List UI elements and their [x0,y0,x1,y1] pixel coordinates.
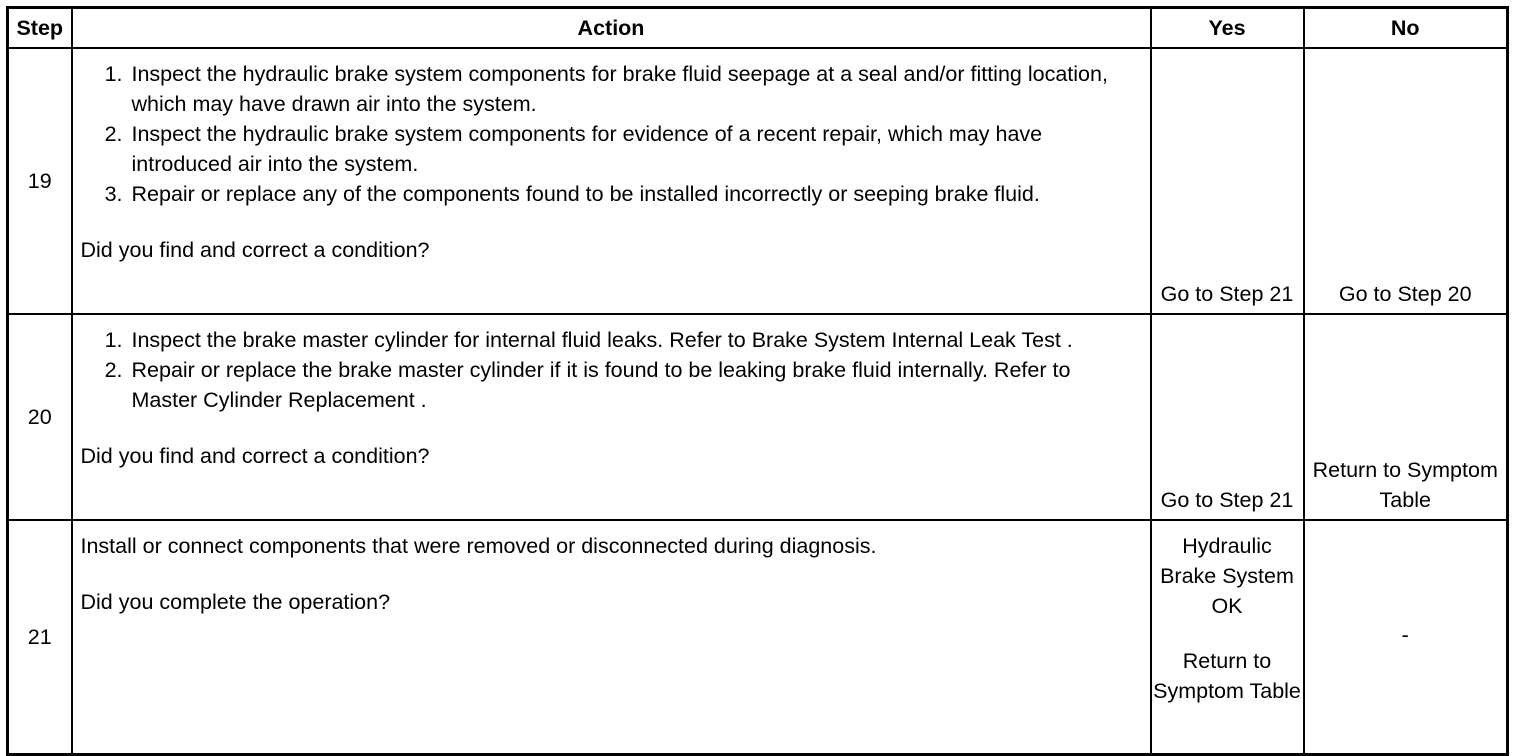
header-no: No [1304,8,1508,49]
action-item: 3. Repair or replace any of the components found to be installed incorrectly or seeping brake fluid. [129,179,1142,209]
table-row-step-20 [8,314,1508,520]
header-action: Action [72,8,1151,49]
no-result: Go to Step 20 [1304,48,1508,314]
header-step: Step [8,8,72,49]
header-row [8,8,1508,49]
action-question: Did you find and correct a condition? [80,444,430,468]
yes-result: Go to Step 21 [1151,48,1304,314]
diagnostic-table [6,6,1509,756]
action-question: Did you complete the operation? [80,590,391,614]
step-number: 19 [8,48,72,314]
step-number: 21 [8,520,72,755]
step-number: 20 [8,314,72,520]
yes-result-cell [1151,520,1304,755]
no-result: - [1304,520,1508,755]
action-list [81,325,1142,415]
action-question: Did you find and correct a condition? [80,238,430,262]
table-row-step-21 [8,520,1508,755]
action-item: 2. Inspect the hydraulic brake system components for evidence of a recent repair, which may have introduced air into the system. [129,119,1142,179]
action-item: 1. Inspect the hydraulic brake system components for brake fluid seepage at a seal and/or fitting location, which may have drawn air into the system. [129,59,1142,119]
table-row-step-19 [8,48,1508,314]
yes-result: Hydraulic Brake System OK [1160,534,1294,618]
action-item: 1. Inspect the brake master cylinder for internal fluid leaks. Refer to Brake System Internal Leak Test . [129,325,1142,355]
action-list [81,59,1142,209]
header-yes: Yes [1151,8,1304,49]
yes-result-alternate: Return to Symptom Table [1153,649,1301,703]
no-result: Return to Symptom Table [1304,314,1508,520]
action-instruction: Install or connect components that were removed or disconnected during diagnosis. [80,534,877,558]
action-cell [72,48,1151,314]
action-item: 2. Repair or replace the brake master cylinder if it is found to be leaking brake fluid internally. Refer to Master Cylinder Replacement . [129,355,1142,415]
action-cell [72,520,1151,755]
yes-result: Go to Step 21 [1151,314,1304,520]
action-cell [72,314,1151,520]
